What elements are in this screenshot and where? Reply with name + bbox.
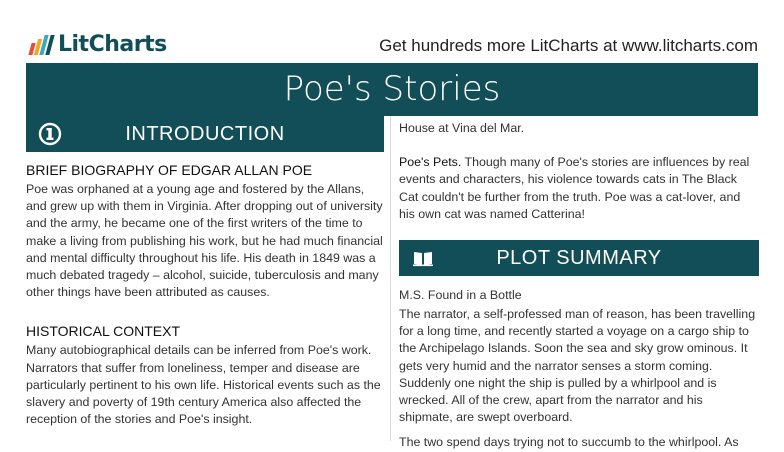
page-header [0,0,784,60]
section-header-introduction [26,116,384,152]
right-column [399,116,759,452]
historical-context-heading: HISTORICAL CONTEXT [26,323,181,340]
bio-heading: BRIEF BIOGRAPHY OF EDGAR ALLAN POE [26,162,313,178]
pets-paragraph [399,154,759,223]
section-header-plot-summary [399,240,759,276]
story-text: The narrator, a self-professed man of reason, has been travelling for a long time, and recently started a voyage on a cargo ship to the Archipelago Islands. Soon the sea and sky grow ominous. It gets very humid and the narrator senses a storm coming. Suddenly one night the ship is pulled by a whirlpool and is wrecked. All of the crew, apart from the narrator and his shipmate, are swept overboard. [399,307,756,425]
logo-bars-icon [30,35,52,55]
page-title: Poe's Stories [26,63,758,116]
book-icon [411,246,435,270]
column-divider [390,116,391,441]
bio-text: Poe was orphaned at a young age and fostered by the Allans, and grew up with them in Virginia. After dropping out of university and the army, he became one of the first writers of the time to make a living from publishing his work, but he had much financial and mental difficulty throughout his life. His death in 1849 was a much debated tragedy – alcohol, suicide, tuberculosis and many other things have been attributed as causes. [26,182,383,300]
spacer [26,301,384,313]
continued-text: House at Vina del Mar. [399,121,525,135]
litcharts-logo[interactable] [30,32,167,57]
header-tagline: Get hundreds more LitCharts at www.litcharts.com [379,36,758,55]
section-title: PLOT SUMMARY [496,246,662,269]
pets-text: Though many of Poe's stories are influences by real events and characters, his violence towards cats in The Black Cat couldn't be further from the truth. Poe was a cat-lover, and his own cat was named Catterina! [399,155,750,221]
left-column [26,116,384,428]
story-heading: M.S. Found in a Bottle [399,288,522,303]
story-text-continued: The two spend days trying not to succumb to the whirlpool. As [399,435,739,450]
pets-lead: Poe's Pets. [399,155,462,170]
section-title: INTRODUCTION [125,122,285,145]
logo-text: LitCharts [58,32,167,57]
historical-context-text: Many autobiographical details can be inferred from Poe's work. Narrators that suffer from loneliness, temper and disease are particularly pertinent to his own life. Historical events such as the slavery and poverty of 19th century America also affected the reception of the stories and Poe's insight. [26,343,381,427]
info-icon [38,122,62,146]
